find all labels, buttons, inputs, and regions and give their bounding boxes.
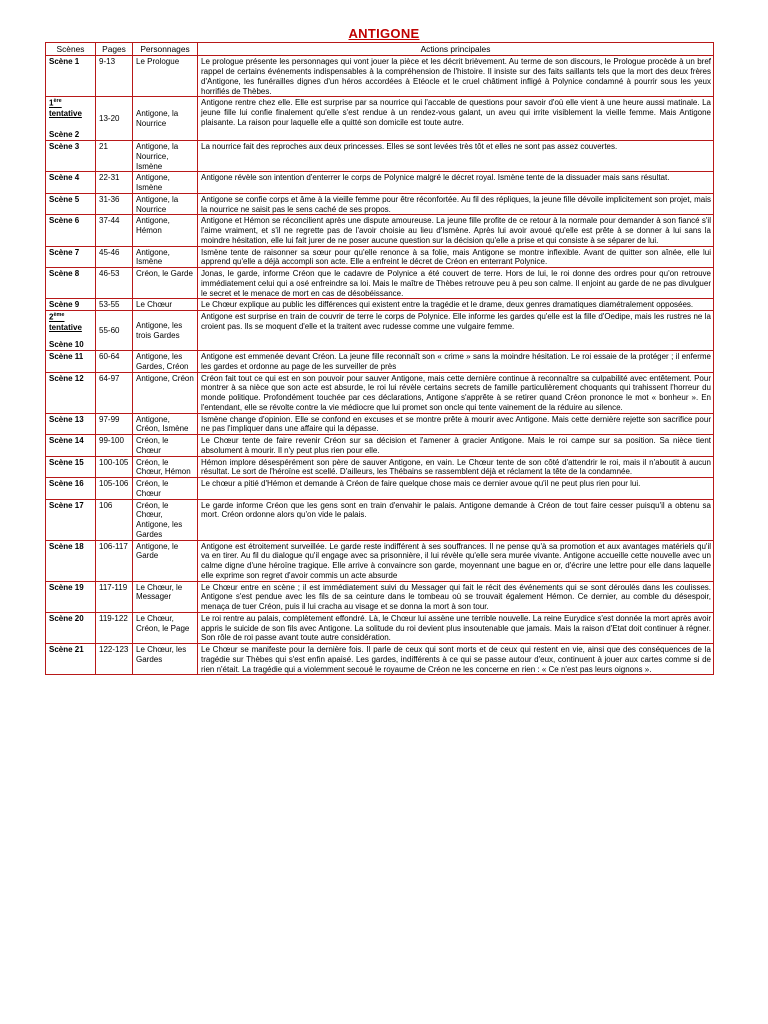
table-row bbox=[46, 644, 714, 675]
personnages-cell: Antigone, Ismène bbox=[133, 246, 198, 268]
action-cell: Antigone et Hémon se réconcilient après une dispute amoureuse. La jeune fille profite de ce retour à la normale pour demander à son fiancé s'il l'aime vraiment, et s'il ne regrette pas de l'avoir choisie au lieu d'Ismène. Après lui avoir avoué qu'elle est prête à se donner à lui sans la moindre hésitation, elle lui fait jurer de ne poser aucune question sur la décision qu'elle a prise et qui consiste à se séparer de lui. bbox=[198, 215, 714, 246]
table-row bbox=[46, 581, 714, 612]
scene-cell bbox=[46, 311, 96, 351]
scene-cell bbox=[46, 141, 96, 172]
pages-cell: 13-20 bbox=[96, 97, 133, 141]
tentative-ordinal: ème bbox=[53, 312, 65, 319]
action-cell: Le Chœur se manifeste pour la dernière fois. Il parle de ceux qui sont morts et de ceux qui restent en vie, ainsi que des conséquences de la tragédie sur Thèbes qui s'est enfin apaisé. Les gardes, indifférents à ce qui se passe autour d'eux, continuent à jouer aux cartes comme si de rien n'était. La tragédie qui a violemment secoué le royaume de Créon ne les concerne en rien : « Ce n'est pas leurs oignons ». bbox=[198, 644, 714, 675]
personnages-cell: Le Chœur bbox=[133, 299, 198, 311]
scene-label: Scène 18 bbox=[49, 541, 84, 551]
pages-cell: 45-46 bbox=[96, 246, 133, 268]
scene-label: Scène 21 bbox=[49, 645, 84, 655]
scene-cell bbox=[46, 456, 96, 478]
scene-label: Scène 4 bbox=[49, 173, 80, 183]
pages-cell: 100-105 bbox=[96, 456, 133, 478]
table-row bbox=[46, 215, 714, 246]
personnages-cell: Le Chœur, les Gardes bbox=[133, 644, 198, 675]
scene-label: Scène 8 bbox=[49, 269, 80, 279]
tentative-number: 2 bbox=[49, 312, 54, 322]
personnages-cell: Le Chœur, le Messager bbox=[133, 581, 198, 612]
table-row bbox=[46, 246, 714, 268]
scene-label: Scène 9 bbox=[49, 300, 80, 310]
action-cell: Antigone se confie corps et âme à la vieille femme pour être réconfortée. Au fil des répliques, la jeune fille dévoile implicitement son projet, mais la nourrice ne saisit pas le sens caché de ses propos. bbox=[198, 193, 714, 215]
personnages-cell: Créon, le Chœur bbox=[133, 478, 198, 500]
scene-label: Scène 15 bbox=[49, 457, 84, 467]
scene-label: Scène 6 bbox=[49, 216, 80, 226]
tentative-number: 1 bbox=[49, 98, 54, 108]
scene-cell bbox=[46, 351, 96, 373]
tentative-word: tentative bbox=[49, 322, 82, 332]
pages-cell: 60-64 bbox=[96, 351, 133, 373]
pages-cell: 22-31 bbox=[96, 172, 133, 194]
table-row bbox=[46, 478, 714, 500]
pages-cell: 99-100 bbox=[96, 435, 133, 457]
scene-cell bbox=[46, 172, 96, 194]
tentative-label bbox=[49, 98, 93, 118]
scene-label: Scène 14 bbox=[49, 436, 84, 446]
pages-cell: 117-119 bbox=[96, 581, 133, 612]
scene-label: Scène 7 bbox=[49, 247, 80, 257]
scene-cell bbox=[46, 56, 96, 97]
header-scenes: Scènes bbox=[46, 43, 96, 56]
scene-cell bbox=[46, 193, 96, 215]
scene-label: Scène 19 bbox=[49, 582, 84, 592]
pages-cell: 53-55 bbox=[96, 299, 133, 311]
table-row bbox=[46, 456, 714, 478]
scene-label: Scène 11 bbox=[49, 352, 84, 362]
pages-cell: 122-123 bbox=[96, 644, 133, 675]
scene-cell bbox=[46, 413, 96, 435]
personnages-cell: Créon, le Chœur bbox=[133, 435, 198, 457]
personnages-cell: Antigone, Hémon bbox=[133, 215, 198, 246]
action-cell: Antigone est emmenée devant Créon. La jeune fille reconnaît son « crime » sans la moindre hésitation. Le roi essaie de la protéger ; il enferme les gardes et ordonne au page de les surveiller de près bbox=[198, 351, 714, 373]
pages-cell: 55-60 bbox=[96, 311, 133, 351]
table-row bbox=[46, 56, 714, 97]
pages-cell: 21 bbox=[96, 141, 133, 172]
table-row bbox=[46, 193, 714, 215]
scene-label: Scène 5 bbox=[49, 194, 80, 204]
action-cell: Hémon implore désespérément son père de sauver Antigone, en vain. Le Chœur tente de son côté d'attendrir le roi, mais il n'aboutit à aucun résultat. Le sort de l'héroïne est scellé. D'ailleurs, les Thébains se rassemblent déjà et réclament la tête de la condamnée. bbox=[198, 456, 714, 478]
header-personnages: Personnages bbox=[133, 43, 198, 56]
pages-cell: 97-99 bbox=[96, 413, 133, 435]
document-title: ANTIGONE bbox=[348, 26, 420, 41]
scene-label: Scène 13 bbox=[49, 414, 84, 424]
table-row bbox=[46, 413, 714, 435]
action-cell: Créon fait tout ce qui est en son pouvoir pour sauver Antigone, mais cette dernière continue à reconnaître sa culpabilité avec entêtement. Pour montrer à sa nièce que son acte est absurde, le roi lui révèle certains secrets de famille particulièrement choquants qui trahissent l'horreur du monde politique. Profondément touchée par ces déclarations, Antigone s'apprête à se retirer quand Créon prononce le mot « bonheur ». En l'entendant, elle se révolte contre la vie médiocre que lui promet son oncle qui tente vainement de la réduire au silence. bbox=[198, 372, 714, 413]
personnages-cell: Le Chœur, Créon, le Page bbox=[133, 612, 198, 643]
scene-cell bbox=[46, 215, 96, 246]
action-cell: Ismène tente de raisonner sa sœur pour qu'elle renonce à sa folie, mais Antigone se montre inflexible. Avant de quitter son aînée, elle lui apprend qu'elle a déjà accompli son acte. Elle a enfreint le décret de Créon en enterrant Polynice. bbox=[198, 246, 714, 268]
table-row bbox=[46, 172, 714, 194]
pages-cell: 106-117 bbox=[96, 540, 133, 581]
scene-label: Scène 10 bbox=[49, 340, 84, 350]
tentative-ordinal: ère bbox=[53, 98, 62, 105]
table-row bbox=[46, 540, 714, 581]
personnages-cell: Antigone, la Nourrice, Ismène bbox=[133, 141, 198, 172]
action-cell: Le Chœur explique au public les différences qui existent entre la tragédie et le drame, deux genres dramatiques diamétralement opposées. bbox=[198, 299, 714, 311]
personnages-cell: Antigone, Ismène bbox=[133, 172, 198, 194]
scene-cell bbox=[46, 246, 96, 268]
action-cell: Le chœur a pitié d'Hémon et demande à Créon de faire quelque chose mais ce dernier avoue qu'il ne peut plus rien pour lui. bbox=[198, 478, 714, 500]
scene-cell bbox=[46, 612, 96, 643]
table-row bbox=[46, 351, 714, 373]
scene-label: Scène 1 bbox=[49, 57, 80, 67]
tentative-label bbox=[49, 312, 93, 332]
scene-cell bbox=[46, 268, 96, 299]
table-row bbox=[46, 97, 714, 141]
pages-cell: 46-53 bbox=[96, 268, 133, 299]
action-cell: Le roi rentre au palais, complètement effondré. Là, le Chœur lui assène une terrible nouvelle. La reine Eurydice s'est donnée la mort après avoir appris le suicide de son fils avec Antigone. La solitude du roi devient plus insoutenable que jamais. Mais la raison d'Etat doit continuer à régner. Son rôle de roi passe avant toute autre considération. bbox=[198, 612, 714, 643]
scene-cell bbox=[46, 540, 96, 581]
pages-cell: 9-13 bbox=[96, 56, 133, 97]
table-row bbox=[46, 499, 714, 540]
scene-label: Scène 16 bbox=[49, 479, 84, 489]
pages-cell: 119-122 bbox=[96, 612, 133, 643]
action-cell: Le garde informe Créon que les gens sont en train d'envahir le palais. Antigone demande à Créon de tout faire cesser puisqu'il a obtenu sa mort. Créon ordonne alors qu'on vide le palais. bbox=[198, 499, 714, 540]
pages-cell: 64-97 bbox=[96, 372, 133, 413]
table-row bbox=[46, 372, 714, 413]
action-cell: Antigone est étroitement surveillée. Le garde reste indifférent à ses souffrances. Il ne pense qu'à sa promotion et aux avantages matériels qu'il va en tirer. Au fil du dialogue qu'il engage avec sa prisonnière, il lui révèle qu'elle sera murée vivante. Antigone accueille cette nouvelle avec un calme digne d'une héroïne tragique. Elle arrive à convaincre son garde, moyennant une bague en or, d'écrire une lettre pour elle dans laquelle elle exprime son regret d'avoir commis un acte absurde bbox=[198, 540, 714, 581]
personnages-cell: Antigone, la Nourrice bbox=[133, 97, 198, 141]
table-row bbox=[46, 268, 714, 299]
action-cell: Antigone révèle son intention d'enterrer le corps de Polynice malgré le décret royal. Ismène tente de la dissuader mais sans résultat. bbox=[198, 172, 714, 194]
table-body bbox=[46, 56, 714, 675]
scene-cell bbox=[46, 435, 96, 457]
scene-cell bbox=[46, 372, 96, 413]
action-cell: La nourrice fait des reproches aux deux princesses. Elles se sont levées très tôt et elles ne sont pas assez couvertes. bbox=[198, 141, 714, 172]
pages-cell: 31-36 bbox=[96, 193, 133, 215]
personnages-cell: Antigone, les Gardes, Créon bbox=[133, 351, 198, 373]
table-row bbox=[46, 435, 714, 457]
action-cell: Ismène change d'opinion. Elle se confond en excuses et se montre prête à mourir avec Antigone. Mais cette dernière rejette son sacrifice pour ne pas l'impliquer dans une affaire qui la dépasse. bbox=[198, 413, 714, 435]
tentative-word: tentative bbox=[49, 108, 82, 118]
table-row bbox=[46, 612, 714, 643]
table-row bbox=[46, 311, 714, 351]
scene-label: Scène 20 bbox=[49, 613, 84, 623]
personnages-cell: Le Prologue bbox=[133, 56, 198, 97]
personnages-cell: Antigone, le Garde bbox=[133, 540, 198, 581]
table-row bbox=[46, 141, 714, 172]
personnages-cell: Créon, le Chœur, Hémon bbox=[133, 456, 198, 478]
personnages-cell: Antigone, les trois Gardes bbox=[133, 311, 198, 351]
scenes-table bbox=[45, 42, 714, 675]
pages-cell: 37-44 bbox=[96, 215, 133, 246]
scene-label: Scène 2 bbox=[49, 130, 80, 140]
scene-label: Scène 12 bbox=[49, 373, 84, 383]
pages-cell: 105-106 bbox=[96, 478, 133, 500]
action-cell: Le Chœur entre en scène ; il est immédiatement suivi du Messager qui fait le récit des événements qui se sont déroulés dans les coulisses. Antigone s'est pendue avec les fils de sa ceinture dans le tombeau où se trouvait également Hémon. Ce dernier, au comble du désespoir, menaça de tuer Créon, puis il lui cracha au visage et se donna la mort à son tour. bbox=[198, 581, 714, 612]
personnages-cell: Antigone, Créon, Ismène bbox=[133, 413, 198, 435]
scene-cell bbox=[46, 581, 96, 612]
scene-label: Scène 17 bbox=[49, 500, 84, 510]
pages-cell: 106 bbox=[96, 499, 133, 540]
action-cell: Le Chœur tente de faire revenir Créon sur sa décision et l'amener à gracier Antigone. Mais le roi campe sur sa position. Sa nièce tient absolument à mourir. Il n'y peut plus rien pour elle. bbox=[198, 435, 714, 457]
personnages-cell: Créon, le Garde bbox=[133, 268, 198, 299]
action-cell: Le prologue présente les personnages qui vont jouer la pièce et les décrit brièvement. Au terme de son discours, le Prologue procède à un bref rappel de certains événements indispensables à la compréhension de l'histoire. Il insiste sur des faits saillants tels que la mort des deux frères d'Antigone, les funérailles dignes d'un héros accordées à Etéocle et le cruel châtiment infligé à Polynice condamné à pourrir sous les yeux horrifiés de Thèbes. bbox=[198, 56, 714, 97]
scene-cell bbox=[46, 478, 96, 500]
scene-cell bbox=[46, 499, 96, 540]
table-row bbox=[46, 299, 714, 311]
action-cell: Antigone est surprise en train de couvrir de terre le corps de Polynice. Elle informe les gardes qu'elle est la fille d'Oedipe, mais les rustres ne la croient pas. Ils se moquent d'elle et la traitent avec rudesse comme une vulgaire femme. bbox=[198, 311, 714, 351]
header-actions: Actions principales bbox=[198, 43, 714, 56]
action-cell: Jonas, le garde, informe Créon que le cadavre de Polynice a été couvert de terre. Hors de lui, le roi donne des ordres pour qu'on retrouve immédiatement celui qui a osé enfreindre sa loi. Mais le maître de Thèbes retrouve peu à peu son calme. Il enjoint au garde de ne pas divulguer le secret et le menace de mort en cas de désobéissance. bbox=[198, 268, 714, 299]
personnages-cell: Antigone, Créon bbox=[133, 372, 198, 413]
table-header-row bbox=[46, 43, 714, 56]
action-cell: Antigone rentre chez elle. Elle est surprise par sa nourrice qui l'accable de questions pour savoir d'où elle vient à une heure aussi matinale. La jeune fille lui confie finalement qu'elle s'est rendue à un rendez-vous galant, un aveu qui irrite visiblement la vieille femme. Mais Antigone plaisante. La raison pour laquelle elle a quitté son domicile est toute autre. bbox=[198, 97, 714, 141]
header-pages: Pages bbox=[96, 43, 133, 56]
scene-label: Scène 3 bbox=[49, 142, 80, 152]
personnages-cell: Antigone, la Nourrice bbox=[133, 193, 198, 215]
scene-cell bbox=[46, 299, 96, 311]
scene-cell bbox=[46, 644, 96, 675]
scene-cell bbox=[46, 97, 96, 141]
personnages-cell: Créon, le Chœur, Antigone, les Gardes bbox=[133, 499, 198, 540]
